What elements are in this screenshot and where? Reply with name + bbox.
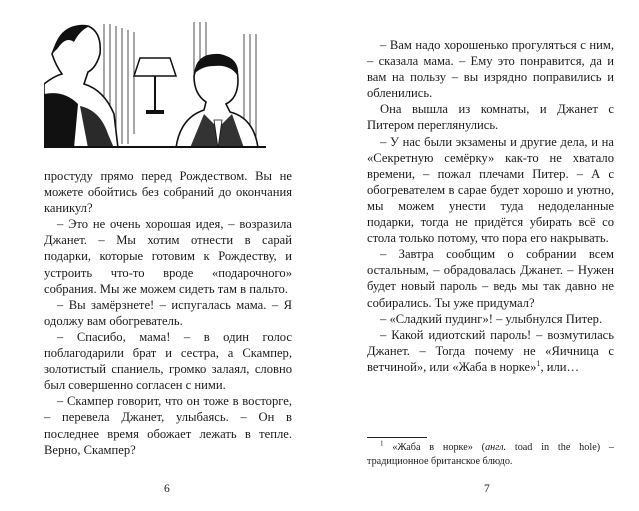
paragraph: простуду прямо перед Рождеством. Вы не можете обойтись без собраний до окончания каникул? [44, 169, 292, 216]
paragraph: – Завтра сообщим о собрании всем остальным, – обрадовалась Джанет. – Нужен будет новый пароль – ведь мы так давно не собирались. Ты уже придумал? [367, 247, 614, 310]
right-page-text [367, 37, 614, 375]
paragraph: – «Сладкий пудинг»! – улыбнулся Питер. [380, 311, 603, 326]
paragraph: – Скампер говорит, что он тоже в восторге, – перевела Джанет, улыбаясь. – Он в последнее время обожает лежать в тепле. Верно, Скампер? [44, 394, 292, 457]
footnote-lang: англ. [485, 442, 507, 453]
paragraph: – У нас были экзамены и другие дела, и на «Секретную семёрку» как-то не хватало времени, – пожал плечами Питер. – А с обогревателем в сарае будет хорошо и уютно, мы можем унести туда недоделанные подарки, тогда не придётся убирать всё со стола только потому, что пора его накрывать. [367, 134, 614, 246]
illustration-mother-and-boy [44, 14, 266, 148]
paragraph [367, 327, 614, 375]
paragraph-start: – Какой идиотский пароль! – возмутилась Джанет. – Тогда почему не «Яичница с ветчиной», или «Жаба в норке» [367, 327, 614, 374]
paragraph: Она вышла из комнаты, и Джанет с Питером переглянулись. [367, 102, 614, 133]
paragraph: – Это не очень хорошая идея, – возразила Джанет. – Мы хотим отнести в сарай подарки, которые готовим к Рождеству, и устроить что-то вроде «подарочного» собрания. Мы же можем сидеть там в пальто. [44, 217, 292, 296]
footnote [367, 441, 614, 468]
footnote-number: 1 [380, 439, 384, 448]
footnote-text: «Жаба в норке» ( [392, 442, 486, 453]
footnote-rule [367, 437, 427, 438]
footnote-marker: 1 [536, 358, 541, 368]
paragraph: – Вам надо хорошенько прогуляться с ним, – сказала мама. – Ему это понравится, да и вам на пользу – вы изрядно поправились и обленились. [367, 38, 614, 101]
footnote-text-b: toad in the hole) – традиционное британское блюдо. [367, 442, 615, 467]
page-number-right: 7 [484, 483, 490, 495]
paragraph: – Вы замёрзнете! – испугалась мама. – Я одолжу вам обогреватель. [44, 297, 292, 328]
left-page-text [44, 168, 292, 458]
paragraph: – Спасибо, мама! – в один голос поблагодарили брат и сестра, а Скампер, золотистый спаниель, громко залаял, словно был совершенно согласен с ними. [44, 329, 292, 393]
left-page [0, 0, 319, 511]
paragraph-end: , или… [540, 359, 580, 374]
page-number-left: 6 [164, 483, 170, 495]
